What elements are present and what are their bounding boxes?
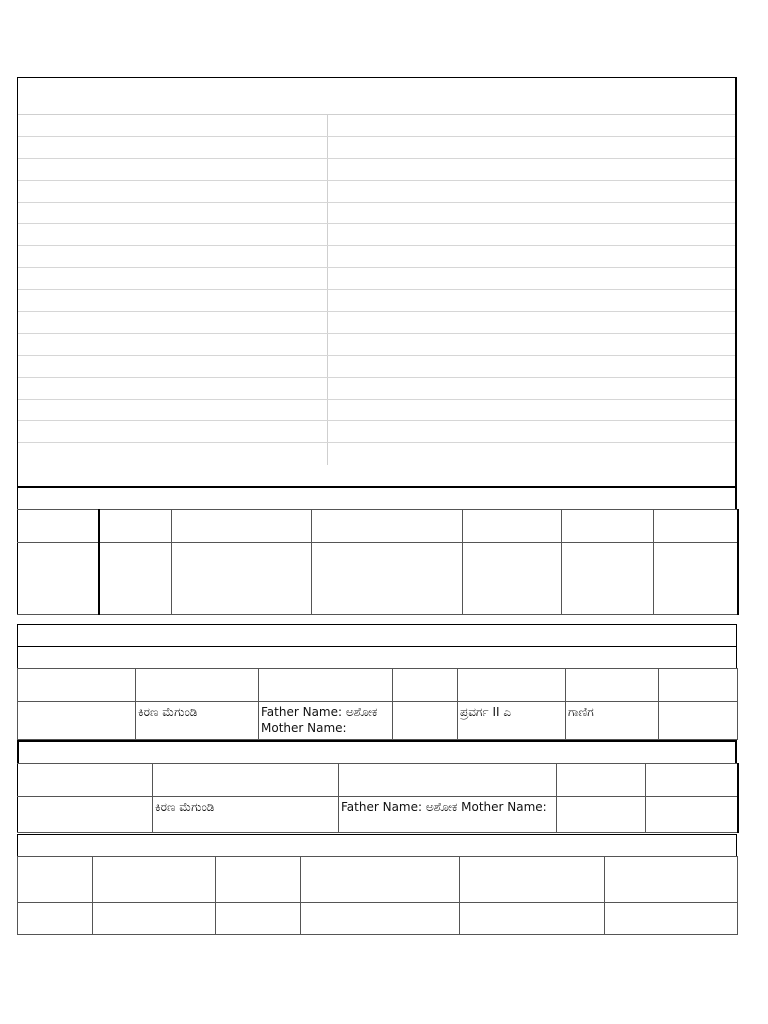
form-row (18, 224, 735, 246)
table-cell (99, 510, 172, 543)
table-cell (18, 764, 153, 797)
table-cell (99, 543, 172, 615)
table-cell (605, 903, 738, 935)
table-cell (18, 903, 93, 935)
form-block (17, 77, 737, 487)
table-cell (562, 510, 654, 543)
table-cell (18, 702, 136, 740)
table-cell (339, 764, 557, 797)
table-cell (463, 510, 562, 543)
form-row (18, 400, 735, 422)
parents-names: Father Name: ಅಶೋಕ Mother Name: (259, 702, 393, 740)
form-row (18, 378, 735, 400)
form-row (18, 181, 735, 203)
table-cell (654, 543, 738, 615)
form-row (18, 334, 735, 356)
table-cell (312, 543, 463, 615)
form-row (18, 312, 735, 334)
table-cell (605, 857, 738, 903)
table-cell (136, 669, 259, 702)
marks-table (17, 509, 739, 615)
form-row (18, 290, 735, 312)
table-cell (18, 669, 136, 702)
table-cell (172, 543, 312, 615)
form-row (18, 203, 735, 225)
table-cell (557, 797, 646, 833)
table-cell (566, 669, 659, 702)
section-header-bar (17, 487, 737, 510)
parents-names: Father Name: ಅಶೋಕ Mother Name: (339, 797, 557, 833)
table-cell (562, 543, 654, 615)
category: ಪ್ರವರ್ಗ II ಎ (458, 702, 566, 740)
caste: ಗಾಣಿಗ (566, 702, 659, 740)
form-row (18, 443, 735, 465)
table-cell (301, 857, 460, 903)
table-cell (18, 797, 153, 833)
table-cell (93, 903, 216, 935)
table-cell (259, 669, 393, 702)
table-cell (172, 510, 312, 543)
form-block-header (18, 78, 735, 115)
table-cell (18, 510, 99, 543)
table-cell (654, 510, 738, 543)
table-cell (216, 903, 301, 935)
table-cell (460, 857, 605, 903)
table-cell (557, 764, 646, 797)
table-cell (216, 857, 301, 903)
form-row (18, 356, 735, 378)
table-cell (458, 669, 566, 702)
form-row (18, 159, 735, 181)
table-cell (153, 764, 339, 797)
section-subheader-bar (17, 646, 737, 669)
form-row (18, 246, 735, 268)
table-cell (18, 857, 93, 903)
table-cell (393, 669, 458, 702)
table-cell (301, 903, 460, 935)
table-cell (659, 669, 738, 702)
section-header-bar (17, 624, 737, 647)
table-cell (18, 543, 99, 615)
table-cell (646, 797, 738, 833)
table-cell (659, 702, 738, 740)
candidate-table-a (17, 668, 738, 740)
form-row (18, 137, 735, 159)
table-cell (460, 903, 605, 935)
candidate-name: ಕಿರಣ ಮೆಗುಂಡಿ (136, 702, 259, 740)
table-cell (646, 764, 738, 797)
details-table (17, 856, 738, 935)
table-cell (312, 510, 463, 543)
form-row (18, 268, 735, 290)
candidate-table-b (17, 763, 739, 833)
table-cell (463, 543, 562, 615)
table-cell (393, 702, 458, 740)
form-row (18, 115, 735, 137)
table-cell (93, 857, 216, 903)
form-row (18, 421, 735, 443)
section-header-bar (17, 740, 737, 764)
section-header-bar (17, 834, 737, 857)
candidate-name: ಕಿರಣ ಮೆಗುಂಡಿ (153, 797, 339, 833)
